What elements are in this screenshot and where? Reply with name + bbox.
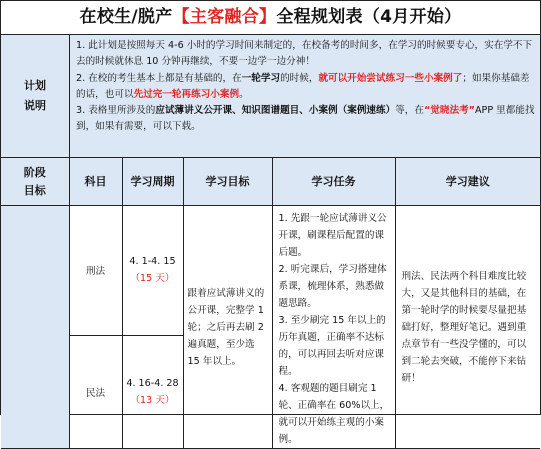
- note2-text-g: 。: [239, 88, 249, 100]
- advice-cell: 刑法、民法两个科目难度比较大，又是其他科目的基础，在第一轮时学的时候要尽量把基础打好，整理好笔记。遇到重点章节有一些没学懂的，可以到二轮去突破，不能停下来钻研！: [395, 206, 540, 449]
- header-period: 学习周期: [122, 158, 183, 206]
- header-stage-goal: [1, 158, 69, 206]
- note3-bold-resources: 应试薄讲义公开课、知识图谱题目、小案例（案例速练）: [155, 105, 396, 117]
- title-highlight: 【主客融合】: [172, 7, 277, 27]
- note3-text-c: 等，在: [395, 105, 424, 117]
- title-suffix: 全程规划表（4月开始）: [276, 7, 462, 27]
- note2-highlight-2: 先过完一轮再练习小案例: [133, 88, 240, 100]
- note2-text-a: 2. 在校的考生基本上都是有基础的，在: [76, 72, 242, 84]
- subject-cell: 刑法: [69, 206, 122, 336]
- page-title: [1, 1, 540, 35]
- header-subject: 科目: [69, 158, 122, 206]
- plan-notes-section: [1, 35, 540, 158]
- header-advice: 学习建议: [395, 158, 540, 206]
- plan-note-1: 1. 此计划是按照每天 4-6 小时的学习时间来制定的，在校备考的时间多，在学习的时候要专心，实在学不下去的时候就休息 10 分钟再继续，不要一边学一边分神！: [76, 40, 533, 68]
- plan-note-2: [76, 71, 535, 104]
- schedule-table: [1, 158, 540, 449]
- task-item: 4. 客观题的题目刷完 1 轮、正确率在 60%以上，就可以开始练主观的小案例。: [278, 383, 390, 445]
- note2-text-e: ；如果你基础差的话，也可以: [76, 72, 530, 100]
- period-days: （13 天）: [130, 394, 175, 406]
- note2-bold-term: 一轮学习: [241, 72, 281, 84]
- note3-text-a: 3. 表格里所涉及的: [76, 105, 156, 117]
- header-goal: 学习目标: [183, 158, 272, 206]
- plan-notes-body: [70, 35, 540, 157]
- table-row: [1, 206, 540, 336]
- note3-app-name: “觉晓法考”: [423, 105, 475, 117]
- title-prefix: 在校生/脱产: [79, 7, 173, 27]
- plan-label-line1: 计划: [24, 79, 46, 92]
- period-cell: [122, 335, 183, 448]
- header-stage-line1: 阶段: [23, 165, 46, 179]
- tasks-cell: [272, 206, 395, 449]
- task-item: 3. 至少刷完 15 年以上的历年真题，正确率不达标的，可以再回去听对应课程。: [278, 315, 386, 377]
- note3-text-e: APP 里都能找到，如果有需要，可以下载。: [76, 105, 535, 133]
- goal-cell: 跟着应试薄讲义的公开课，完整学 1 轮；之后再去刷 2 遍真题，至少选 15 年以上。: [183, 206, 272, 449]
- period-range: 4. 1-4. 15: [129, 256, 176, 268]
- note2-text-c: 的时候，: [280, 72, 319, 84]
- task-item: 1. 先跟一轮应试薄讲义公开课，刷课程后配置的课后题。: [278, 213, 387, 258]
- plan-label-line2: 说明: [24, 99, 46, 112]
- header-stage-line2: 目标: [23, 183, 46, 197]
- subject-cell: 民法: [69, 335, 122, 448]
- period-range: 4. 16-4. 28: [126, 377, 179, 389]
- period-cell: [122, 206, 183, 336]
- plan-notes-label: [1, 35, 70, 157]
- header-tasks: 学习任务: [272, 158, 395, 206]
- task-item: 2. 听完课后，学习搭建体系课，梳理体系，熟悉做题思路。: [278, 264, 387, 309]
- note2-highlight-1: 就可以开始尝试练习一些小案例了: [318, 72, 463, 84]
- table-header-row: [1, 158, 540, 206]
- stage-cell: [1, 206, 69, 449]
- plan-note-3: [76, 103, 535, 136]
- period-days: （15 天）: [130, 273, 175, 285]
